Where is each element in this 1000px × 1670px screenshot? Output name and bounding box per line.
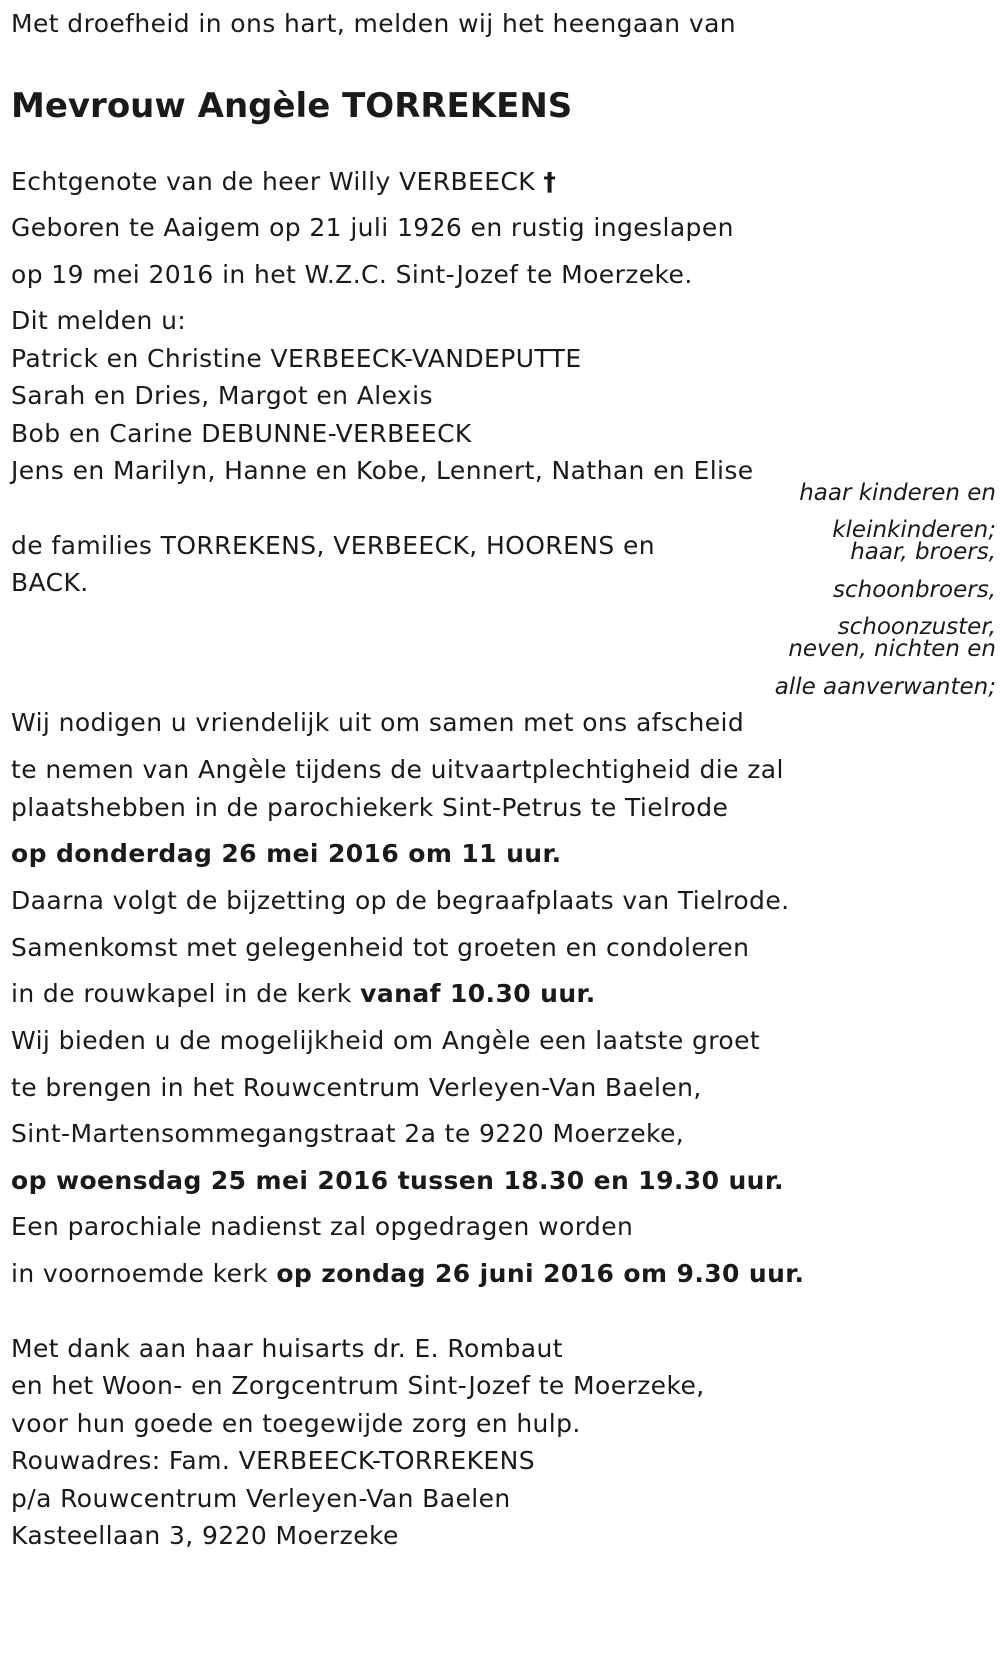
thanks-line: Met dank aan haar huisarts dr. E. Rombaut: [11, 1334, 563, 1363]
address-line: Rouwadres: Fam. VERBEECK-TORREKENS: [11, 1446, 535, 1475]
spouse-text: Echtgenote van de heer Willy VERBEECK: [11, 167, 536, 196]
cross-icon: †: [543, 167, 557, 196]
gathering-place-line: [11, 979, 596, 1009]
death-line: op 19 mei 2016 in het W.Z.C. Sint-Jozef te Moerzeke.: [11, 260, 693, 289]
memorial-place: in voornoemde kerk: [11, 1259, 277, 1288]
memorial-place-line: [11, 1259, 804, 1289]
invitation-line: plaatshebben in de parochiekerk Sint-Petrus te Tielrode: [11, 793, 729, 822]
relation-label: haar kinderen en: [799, 480, 996, 506]
families-line: de families TORREKENS, VERBEECK, HOORENS en: [11, 531, 656, 560]
relation-label: neven, nichten en: [788, 636, 996, 662]
viewing-time-text: op woensdag 25 mei 2016 tussen 18.30 en 19.30 uur.: [11, 1166, 784, 1195]
gathering-place: in de rouwkapel in de kerk: [11, 979, 361, 1008]
relation-label: kleinkinderen;: [832, 517, 996, 543]
gathering-line: Samenkomst met gelegenheid tot groeten en condoleren: [11, 933, 750, 962]
family-line: Sarah en Dries, Margot en Alexis: [11, 381, 433, 410]
birth-line: Geboren te Aaigem op 21 juli 1926 en rustig ingeslapen: [11, 213, 734, 242]
viewing-line: te brengen in het Rouwcentrum Verleyen-Van Baelen,: [11, 1073, 702, 1102]
burial-line: Daarna volgt de bijzetting op de begraafplaats van Tielrode.: [11, 886, 790, 915]
thanks-line: en het Woon- en Zorgcentrum Sint-Jozef te Moerzeke,: [11, 1371, 705, 1400]
funeral-date-text: op donderdag 26 mei 2016 om 11 uur.: [11, 839, 562, 868]
viewing-time: [11, 1166, 784, 1196]
family-line: Bob en Carine DEBUNNE-VERBEECK: [11, 419, 472, 448]
address-line: Kasteellaan 3, 9220 Moerzeke: [11, 1521, 399, 1550]
family-line: Jens en Marilyn, Hanne en Kobe, Lennert, Nathan en Elise: [11, 456, 754, 485]
spouse-line: [11, 167, 556, 197]
family-line: Patrick en Christine VERBEECK-VANDEPUTTE: [11, 344, 582, 373]
families-line: BACK.: [11, 568, 89, 597]
memorial-line: Een parochiale nadienst zal opgedragen worden: [11, 1212, 634, 1241]
relation-label: schoonbroers,: [833, 577, 996, 603]
relation-label: schoonzuster,: [837, 614, 996, 640]
deceased-name: Mevrouw Angèle TORREKENS: [11, 86, 573, 126]
thanks-line: voor hun goede en toegewijde zorg en hulp.: [11, 1409, 581, 1438]
funeral-date: [11, 839, 562, 869]
address-line: p/a Rouwcentrum Verleyen-Van Baelen: [11, 1484, 511, 1513]
invitation-line: te nemen van Angèle tijdens de uitvaartplechtigheid die zal: [11, 755, 784, 784]
intro-text: Met droefheid in ons hart, melden wij het heengaan van: [11, 9, 737, 38]
viewing-line: Sint-Martensommegangstraat 2a te 9220 Moerzeke,: [11, 1119, 685, 1148]
gathering-time: vanaf 10.30 uur.: [360, 979, 596, 1008]
relation-label: haar, broers,: [850, 539, 996, 565]
viewing-line: Wij bieden u de mogelijkheid om Angèle een laatste groet: [11, 1026, 761, 1055]
announcers-header: Dit melden u:: [11, 306, 187, 335]
invitation-line: Wij nodigen u vriendelijk uit om samen met ons afscheid: [11, 708, 745, 737]
relation-label: alle aanverwanten;: [774, 674, 996, 700]
memorial-time: op zondag 26 juni 2016 om 9.30 uur.: [276, 1259, 805, 1288]
